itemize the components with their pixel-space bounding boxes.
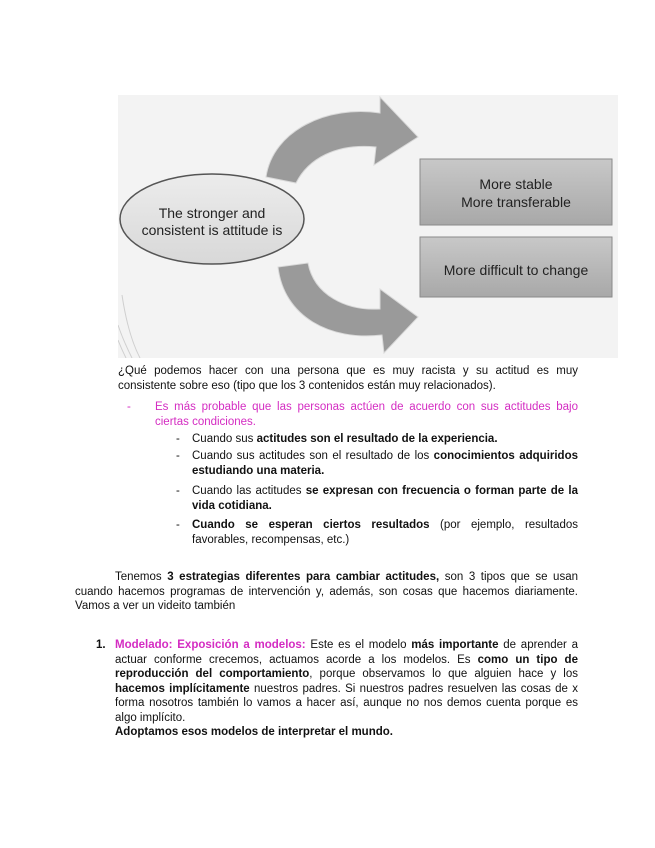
dash-bullet: - [127, 401, 131, 413]
model-text: de aprender a actuar conforme crecemos, actuamos acorde a los modelos. Es [115, 639, 578, 666]
model-text: , porque observamos lo que alguien hace y los [309, 668, 578, 680]
conditions-intro-item [127, 400, 578, 429]
strategies-paragraph [75, 570, 578, 614]
strategies-text-after: son 3 tipos que se usan cuando hacemos programas de intervención y, además, son cosas que hacemos diariamente. Vamos a ver un videito también [75, 571, 578, 612]
condition-bold: Cuando se esperan ciertos resultados [192, 519, 430, 531]
model-bold: hacemos implícitamente [115, 682, 250, 695]
strategies-text: Tenemos [115, 571, 168, 583]
oval-label-line-2: consistent is attitude is [141, 222, 283, 238]
condition-item [176, 484, 578, 513]
model-bold: más importante [411, 639, 499, 651]
condition-text: Cuando sus actitudes son el resultado de los [192, 450, 434, 462]
box-stable-label [420, 175, 612, 211]
oval-label [128, 205, 296, 239]
top-curved-arrow [266, 97, 418, 183]
condition-item [176, 449, 578, 478]
bottom-curved-arrow [278, 263, 418, 353]
model-title: Modelado: Exposición a modelos: [115, 639, 306, 651]
model-text: Este es el modelo [305, 639, 412, 651]
condition-bold: conocimientos adquiridos estudiando una materia. [192, 450, 578, 477]
attitude-diagram [118, 95, 618, 358]
question-paragraph: ¿Qué podemos hacer con una persona que es muy racista y su actitud es muy consistente sobre eso (tipo que los 3 contenidos están muy relacionados). [118, 365, 578, 392]
model-text: nuestros padres. Si nuestros padres resuelven las cosas de x forma nosotros también lo vamos a hacer así, aunque no nos demos cuenta porque es algo implícito. [115, 682, 578, 724]
condition-bold: actitudes son el resultado de la experiencia. [256, 433, 498, 445]
condition-text: Cuando sus [192, 433, 257, 445]
box-difficult-label: More difficult to change [443, 262, 589, 278]
decorative-lines [118, 295, 140, 358]
condition-bold: se expresan con frecuencia o forman parte de la vida cotidiana. [192, 485, 578, 512]
condition-text-after: (por ejemplo, resultados favorables, recompensas, etc.) [192, 519, 578, 546]
model-list-item [96, 638, 578, 740]
model-closing: Adoptamos esos modelos de interpretar el mundo. [115, 726, 393, 738]
oval-label-line-1: The stronger and [158, 205, 266, 221]
dash-bullet: - [176, 433, 180, 445]
condition-item [176, 518, 578, 547]
dash-bullet: - [176, 519, 180, 531]
list-number: 1. [96, 639, 106, 651]
model-bold: como un tipo de reproducción del comportamiento [115, 653, 578, 680]
box-stable-line-2: More transferable [461, 194, 571, 210]
dash-bullet: - [176, 485, 180, 497]
conditions-intro-text: Es más probable que las personas actúen de acuerdo con sus actitudes bajo ciertas condiciones. [155, 401, 578, 428]
condition-item [176, 432, 578, 447]
dash-bullet: - [176, 450, 180, 462]
condition-text: Cuando las actitudes [192, 485, 306, 497]
strategies-bold: 3 estrategias diferentes para cambiar actitudes, [167, 571, 440, 583]
box-stable-line-1: More stable [479, 176, 553, 192]
